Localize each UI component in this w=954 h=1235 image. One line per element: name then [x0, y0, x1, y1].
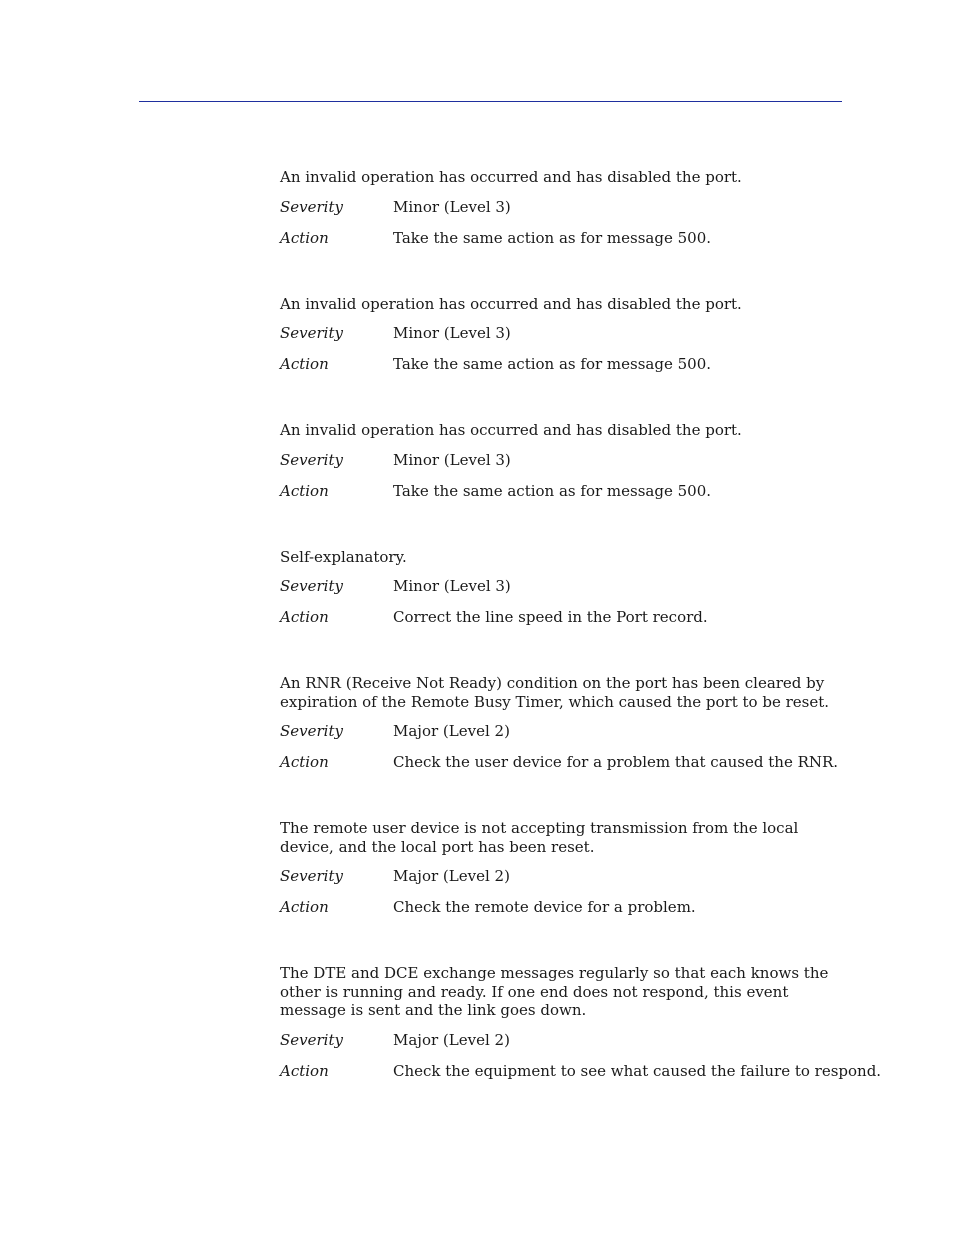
- severity-value: Major (Level 2): [393, 867, 510, 885]
- message-description: An RNR (Receive Not Ready) condition on the port has been cleared by expiration of the Remote Busy Timer, which caused the port to be reset.: [280, 674, 830, 711]
- action-label: Action: [280, 1061, 329, 1080]
- message-entry: [280, 964, 882, 1093]
- message-entry: [280, 819, 840, 929]
- message-list: [280, 168, 882, 1093]
- action-label: Action: [280, 481, 329, 500]
- severity-value: Major (Level 2): [393, 1030, 510, 1049]
- header-rule: [139, 101, 842, 102]
- action-label: Action: [280, 355, 329, 373]
- message-description: The remote user device is not accepting transmission from the local device, and the local port has been reset.: [280, 819, 799, 856]
- severity-label: Severity: [280, 722, 343, 740]
- severity-row: [280, 867, 840, 898]
- message-entry: [280, 421, 840, 513]
- severity-row: [280, 451, 840, 482]
- action-row: [280, 753, 840, 784]
- action-row: [280, 229, 840, 260]
- severity-label: Severity: [280, 197, 343, 216]
- severity-row: [280, 324, 840, 355]
- message-description: An invalid operation has occurred and has disabled the port.: [280, 421, 742, 439]
- severity-label: Severity: [280, 577, 343, 595]
- message-entry: [280, 548, 840, 640]
- severity-value: Minor (Level 3): [393, 577, 511, 595]
- severity-label: Severity: [280, 867, 343, 885]
- message-description: An invalid operation has occurred and has disabled the port.: [280, 294, 742, 313]
- message-entry: [280, 168, 840, 260]
- severity-value: Minor (Level 3): [393, 450, 511, 469]
- action-value: Check the equipment to see what caused the failure to respond.: [393, 1061, 882, 1080]
- severity-label: Severity: [280, 324, 343, 342]
- action-value: Check the remote device for a problem.: [393, 898, 696, 916]
- action-value: Correct the line speed in the Port record.: [393, 608, 708, 626]
- message-description: The DTE and DCE exchange messages regularly so that each knows the other is running and ready. If one end does not respond, this event message is sent and the link goes down.: [280, 964, 829, 1019]
- action-row: [280, 608, 840, 639]
- action-label: Action: [280, 753, 329, 771]
- severity-label: Severity: [280, 450, 343, 469]
- message-description: An invalid operation has occurred and has disabled the port.: [280, 168, 742, 186]
- message-entry: [280, 295, 840, 387]
- action-label: Action: [280, 898, 329, 916]
- severity-row: [280, 722, 840, 753]
- action-value: Check the user device for a problem that caused the RNR.: [393, 753, 839, 771]
- message-entry: [280, 674, 840, 784]
- severity-label: Severity: [280, 1030, 343, 1049]
- action-row: [280, 898, 840, 929]
- action-row: [280, 1061, 882, 1093]
- action-row: [280, 355, 840, 386]
- severity-value: Major (Level 2): [393, 722, 510, 740]
- action-value: Take the same action as for message 500.: [393, 481, 712, 500]
- action-row: [280, 482, 840, 513]
- severity-row: [280, 198, 840, 229]
- action-label: Action: [280, 228, 329, 247]
- severity-row: [280, 577, 840, 608]
- message-description: Self-explanatory.: [280, 547, 407, 566]
- severity-value: Minor (Level 3): [393, 197, 511, 216]
- severity-value: Minor (Level 3): [393, 324, 511, 342]
- action-value: Take the same action as for message 500.: [393, 355, 712, 373]
- action-value: Take the same action as for message 500.: [393, 228, 712, 247]
- severity-row: [280, 1031, 840, 1062]
- action-label: Action: [280, 608, 329, 626]
